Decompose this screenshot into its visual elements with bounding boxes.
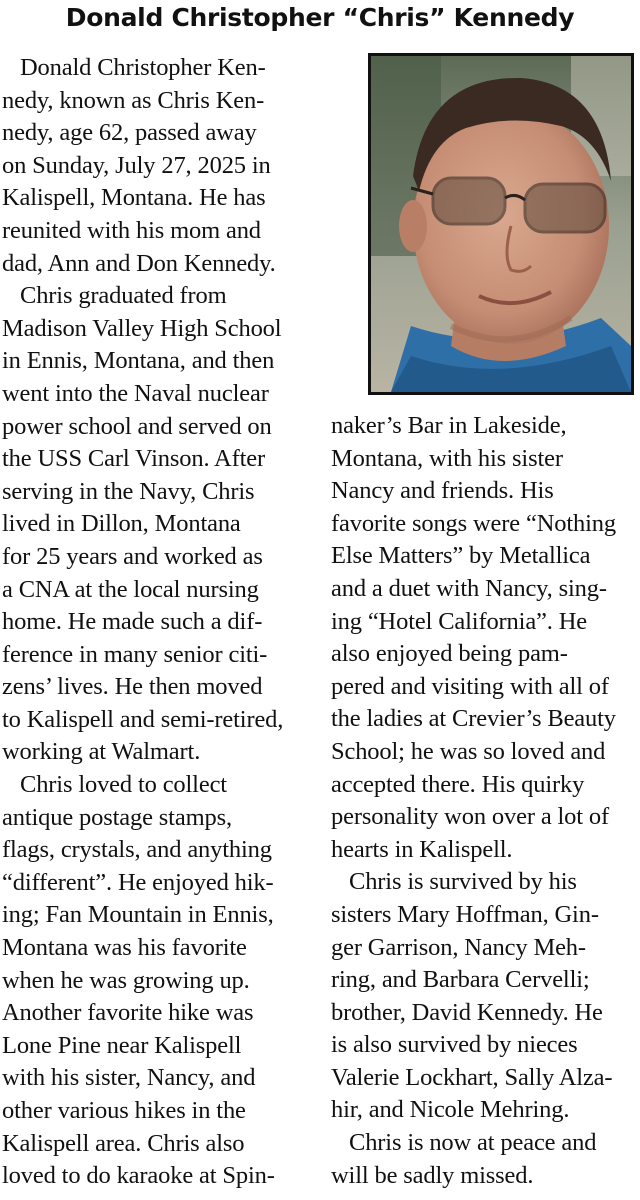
obituary-text-line: Nancy and friends. His [331, 477, 554, 505]
obituary-text-line: ing; Fan Mountain in Ennis, [2, 901, 274, 929]
obituary-text-line: the ladies at Crevier’s Beauty [331, 705, 616, 733]
obituary-text-line: on Sunday, July 27, 2025 in [2, 151, 271, 179]
obituary-text-line: accepted there. His quirky [331, 770, 585, 798]
obituary-text-line: Donald Christopher Ken- [20, 54, 266, 81]
obituary-text-line: Lone Pine near Kalispell [2, 1031, 242, 1059]
obituary-text-line: nedy, age 62, passed away [2, 119, 257, 147]
obituary-text-line: antique postage stamps, [2, 803, 232, 831]
obituary-text-line: Chris graduated from [20, 282, 227, 310]
obituary-text-line: home. He made such a dif- [2, 608, 263, 636]
obituary-left-column [2, 52, 310, 1193]
obituary-text-line: sisters Mary Hoffman, Gin- [331, 900, 599, 928]
obituary-headline: Donald Christopher “Chris” Kennedy [65, 3, 575, 32]
obituary-text-line: Kalispell area. Chris also [2, 1129, 245, 1157]
obituary-text-line: Montana was his favorite [2, 934, 247, 962]
obituary-text-line: ing “Hotel California”. He [331, 607, 587, 635]
obituary-text-line: hir, and Nicole Mehring. [331, 1096, 570, 1124]
obituary-text-line: to Kalispell and semi-retired, [2, 705, 284, 733]
obituary-text-line: other various hikes in the [2, 1097, 246, 1124]
obituary-text-line: a CNA at the local nursing [2, 575, 259, 603]
obituary-text-line: ring, and Barbara Cervelli; [331, 966, 590, 994]
obituary-text-line: Chris is now at peace and [349, 1129, 597, 1157]
obituary-text-line: lived in Dillon, Montana [2, 510, 241, 538]
obituary-text-line: and a duet with Nancy, sing- [331, 574, 607, 602]
portrait-photo [368, 53, 634, 395]
obituary-text-line: reunited with his mom and [2, 216, 261, 244]
obituary-text-line: when he was growing up. [2, 966, 250, 994]
obituary-text-line: power school and served on [2, 412, 272, 440]
obituary-text-line: in Ennis, Montana, and then [2, 347, 275, 375]
obituary-text-line: naker’s Bar in Lakeside, [331, 412, 567, 439]
obituary-text-line: is also survived by nieces [331, 1031, 578, 1059]
obituary-text-line: for 25 years and worked as [2, 542, 263, 570]
obituary-text-line: the USS Carl Vinson. After [2, 445, 265, 473]
obituary-text-line: Montana, with his sister [331, 444, 563, 472]
obituary-text-line: Kalispell, Montana. He has [2, 184, 266, 212]
obituary-text-line: Madison Valley High School [2, 314, 282, 342]
obituary-text-line: favorite songs were “Nothing [331, 509, 616, 537]
obituary-text-line: dad, Ann and Don Kennedy. [2, 249, 276, 277]
obituary-text-line: Another favorite hike was [2, 999, 254, 1027]
obituary-text-line: Else Matters” by Metallica [331, 542, 591, 570]
obituary-text-line: went into the Naval nuclear [2, 379, 269, 407]
obituary-text-line: loved to do karaoke at Spin- [2, 1162, 275, 1190]
obituary-text-line: flags, crystals, and anything [2, 836, 272, 864]
obituary-text-line: Chris loved to collect [20, 771, 227, 799]
obituary-text-line: working at Walmart. [2, 738, 201, 766]
obituary-text-line: ger Garrison, Nancy Meh- [331, 933, 586, 961]
obituary-text-line: will be sadly missed. [331, 1161, 534, 1189]
obituary-text-line: zens’ lives. He then moved [2, 673, 263, 701]
obituary-text-line: hearts in Kalispell. [331, 835, 513, 863]
obituary-right-column [331, 410, 639, 1192]
obituary-text-line: School; he was so loved and [331, 737, 606, 765]
obituary-text-line: ference in many senior citi- [2, 640, 268, 668]
portrait-photo-icon [371, 56, 631, 392]
obituary-text-line: pered and visiting with all of [331, 672, 609, 700]
obituary-text-line: nedy, known as Chris Ken- [2, 86, 265, 114]
obituary-text-line: Valerie Lockhart, Sally Alza- [331, 1063, 613, 1091]
obituary-text-line: “different”. He enjoyed hik- [2, 868, 274, 896]
obituary-text-line: serving in the Navy, Chris [2, 477, 255, 505]
obituary-text-line: personality won over a lot of [331, 803, 610, 831]
obituary-text-line: also enjoyed being pam- [331, 640, 568, 668]
obituary-text-line: brother, David Kennedy. He [331, 998, 603, 1026]
obituary-text-line: with his sister, Nancy, and [2, 1064, 256, 1092]
obituary-text-line: Chris is survived by his [349, 868, 577, 896]
